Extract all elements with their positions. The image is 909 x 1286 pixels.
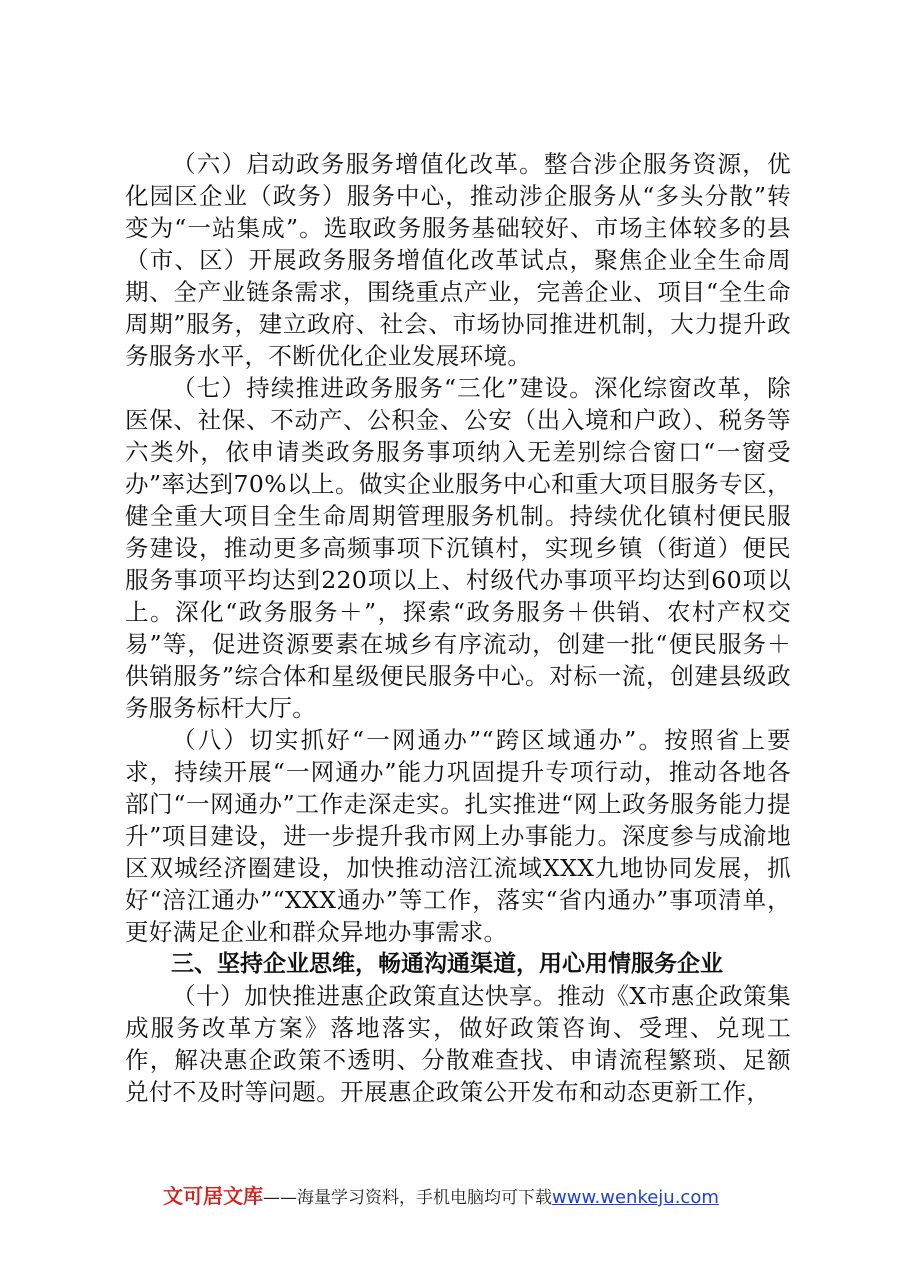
footer-brand: 文可居文库 — [163, 1184, 263, 1208]
section-heading: 三、坚持企业思维，畅通沟通渠道，用心用情服务企业 — [171, 951, 723, 977]
paragraph-six: （六）启动政务服务增值化改革。整合涉企服务资源，优化园区企业（政务）服务中心，推动涉企服务从“多头分散”转变为“一站集成”。选取政务服务基础较好、市场主体较多的县（市、区）开展政务服务增值化改革试点，聚焦企业全生命周期、全产业链条需求，围绕重点产业，完善企业、项目“全生命周期”服务，建立政府、社会、市场协同推进机制，大力提升政务服务水平，不断优化企业发展环境。 — [125, 150, 791, 370]
footer-banner — [163, 1182, 803, 1212]
paragraph-seven: （七）持续推进政务服务“三化”建设。深化综窗改革，除医保、社保、不动产、公积金、公安（出入境和户政）、税务等六类外，依申请类政务服务事项纳入无差别综合窗口“一窗受办”率达到70%以上。做实企业服务中心和重大项目服务专区，健全重大项目全生命周期管理服务机制。持续优化镇村便民服务建设，推动更多高频事项下沉镇村，实现乡镇（街道）便民服务事项平均达到220项以上、村级代办事项平均达到60项以上。深化“政务服务＋”，探索“政务服务＋供销、农村产权交易”等，促进资源要素在城乡有序流动，创建一批“便民服务＋供销服务”综合体和星级便民服务中心。对标一流，创建县级政务服务标杆大厅。 — [125, 374, 791, 722]
paragraph-eight: （八）切实抓好“一网通办”“跨区域通办”。按照省上要求，持续开展“一网通办”能力巩固提升专项行动，推动各地各部门“一网通办”工作走深走实。扎实推进“网上政务服务能力提升”项目建设，进一步提升我市网上办事能力。深度参与成渝地区双城经济圈建设，加快推动涪江流域XXX九地协同发展，抓好“涪江通办”“XXX通办”等工作，落实“省内通办”事项清单，更好满足企业和群众异地办事需求。 — [125, 726, 791, 946]
footer-tagline: ——海量学习资料，手机电脑均可下载 — [263, 1188, 552, 1208]
document-body — [125, 148, 791, 1108]
footer-url-link[interactable]: www.wenkeju.com — [552, 1187, 719, 1208]
paragraph-ten: （十）加快推进惠企政策直达快享。推动《X市惠企政策集成服务改革方案》落地落实，做好政策咨询、受理、兑现工作，解决惠企政策不透明、分散难查找、申请流程繁琐、足额兑付不及时等问题。开展惠企政策公开发布和动态更新工作， — [125, 982, 791, 1106]
